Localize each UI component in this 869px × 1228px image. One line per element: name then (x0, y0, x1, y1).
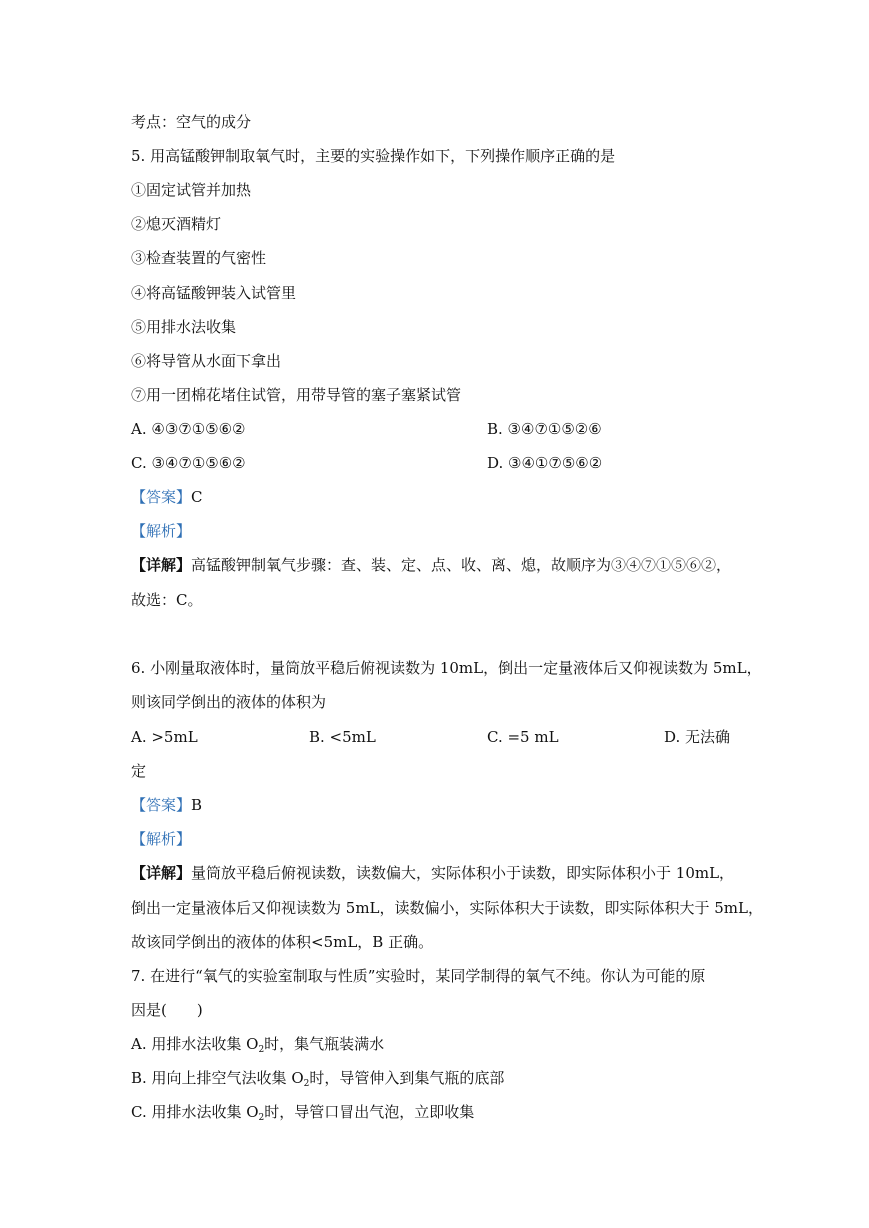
q6-stem-2: 则该同学倒出的液体的体积为 (131, 693, 327, 711)
q6-detail-2: 倒出一定量液体后又仰视读数为 5mL，读数偏小，实际体积大于读数，即实际体积大于 5mL， (131, 899, 763, 917)
q6-option-a: A. >5mL (131, 728, 198, 746)
q6-analysis-tag: 【解析】 (131, 830, 192, 848)
q7-stem-1: 7. 在进行“氧气的实验室制取与性质”实验时，某同学制得的氧气不纯。你认为可能的原 (131, 967, 706, 985)
q5-option-b: B. ③④⑦①⑤②⑥ (487, 420, 602, 438)
q5-step-4: ④将高锰酸钾装入试管里 (131, 284, 297, 302)
q5-detail-2: 故选：C。 (131, 591, 203, 609)
q5-step-3: ③检查装置的气密性 (131, 249, 267, 267)
option-text: B. 用向上排空气法收集 O (131, 1069, 304, 1087)
q6-stem-1: 6. 小刚量取液体时，量筒放平稳后俯视读数为 10mL，倒出一定量液体后又仰视读数为 5mL， (131, 659, 762, 677)
q6-option-c: C. =5 mL (487, 728, 559, 746)
q5-answer (131, 487, 203, 507)
q5-step-1: ①固定试管并加热 (131, 181, 252, 199)
q6-detail-3: 故该同学倒出的液体的体积<5mL，B 正确。 (131, 933, 434, 951)
option-text: 时，集气瓶装满水 (264, 1035, 385, 1053)
q5-analysis-tag: 【解析】 (131, 522, 192, 540)
detail-tag: 【详解】 (131, 864, 192, 882)
q6-option-b: B. <5mL (309, 728, 376, 746)
option-text: A. 用排水法收集 O (131, 1035, 259, 1053)
option-text: 时，导管伸入到集气瓶的底部 (309, 1069, 505, 1087)
answer-tag: 【答案】 (131, 796, 192, 814)
option-text: C. 用排水法收集 O (131, 1103, 259, 1121)
detail-text: 高锰酸钾制氧气步骤：查、装、定、点、收、离、熄，故顺序为③④⑦①⑤⑥②， (191, 556, 732, 574)
detail-tag: 【详解】 (131, 556, 192, 574)
q6-answer (131, 795, 202, 815)
answer-tag: 【答案】 (131, 488, 192, 506)
q5-step-5: ⑤用排水法收集 (131, 318, 237, 336)
q5-option-c: C. ③④⑦①⑤⑥② (131, 454, 246, 472)
q7-option-c (131, 1102, 474, 1128)
answer-value: C (191, 488, 203, 506)
q7-stem-2: 因是( ) (131, 1001, 203, 1019)
q5-option-d: D. ③④①⑦⑤⑥② (487, 454, 603, 472)
q5-step-2: ②熄灭酒精灯 (131, 215, 222, 233)
q5-detail-1 (131, 555, 731, 575)
q5-stem: 5. 用高锰酸钾制取氧气时，主要的实验操作如下，下列操作顺序正确的是 (131, 147, 616, 165)
q7-option-a (131, 1034, 384, 1060)
q6-option-d: D. 无法确 (664, 728, 731, 746)
q5-step-7: ⑦用一团棉花堵住试管，用带导管的塞子塞紧试管 (131, 386, 462, 404)
subscript: 2 (258, 1113, 265, 1123)
answer-value: B (191, 796, 203, 814)
q6-option-d-wrap: 定 (131, 762, 147, 780)
kaodian: 考点：空气的成分 (131, 113, 252, 131)
q5-option-a: A. ④③⑦①⑤⑥② (131, 420, 246, 438)
q5-step-6: ⑥将导管从水面下拿出 (131, 352, 282, 370)
detail-text: 量筒放平稳后俯视读数，读数偏大，实际体积小于读数，即实际体积小于 10mL， (191, 864, 735, 882)
q7-option-b (131, 1068, 504, 1094)
q6-detail-1 (131, 863, 734, 883)
option-text: 时，导管口冒出气泡，立即收集 (264, 1103, 475, 1121)
subscript: 2 (258, 1045, 265, 1055)
subscript: 2 (303, 1079, 310, 1089)
